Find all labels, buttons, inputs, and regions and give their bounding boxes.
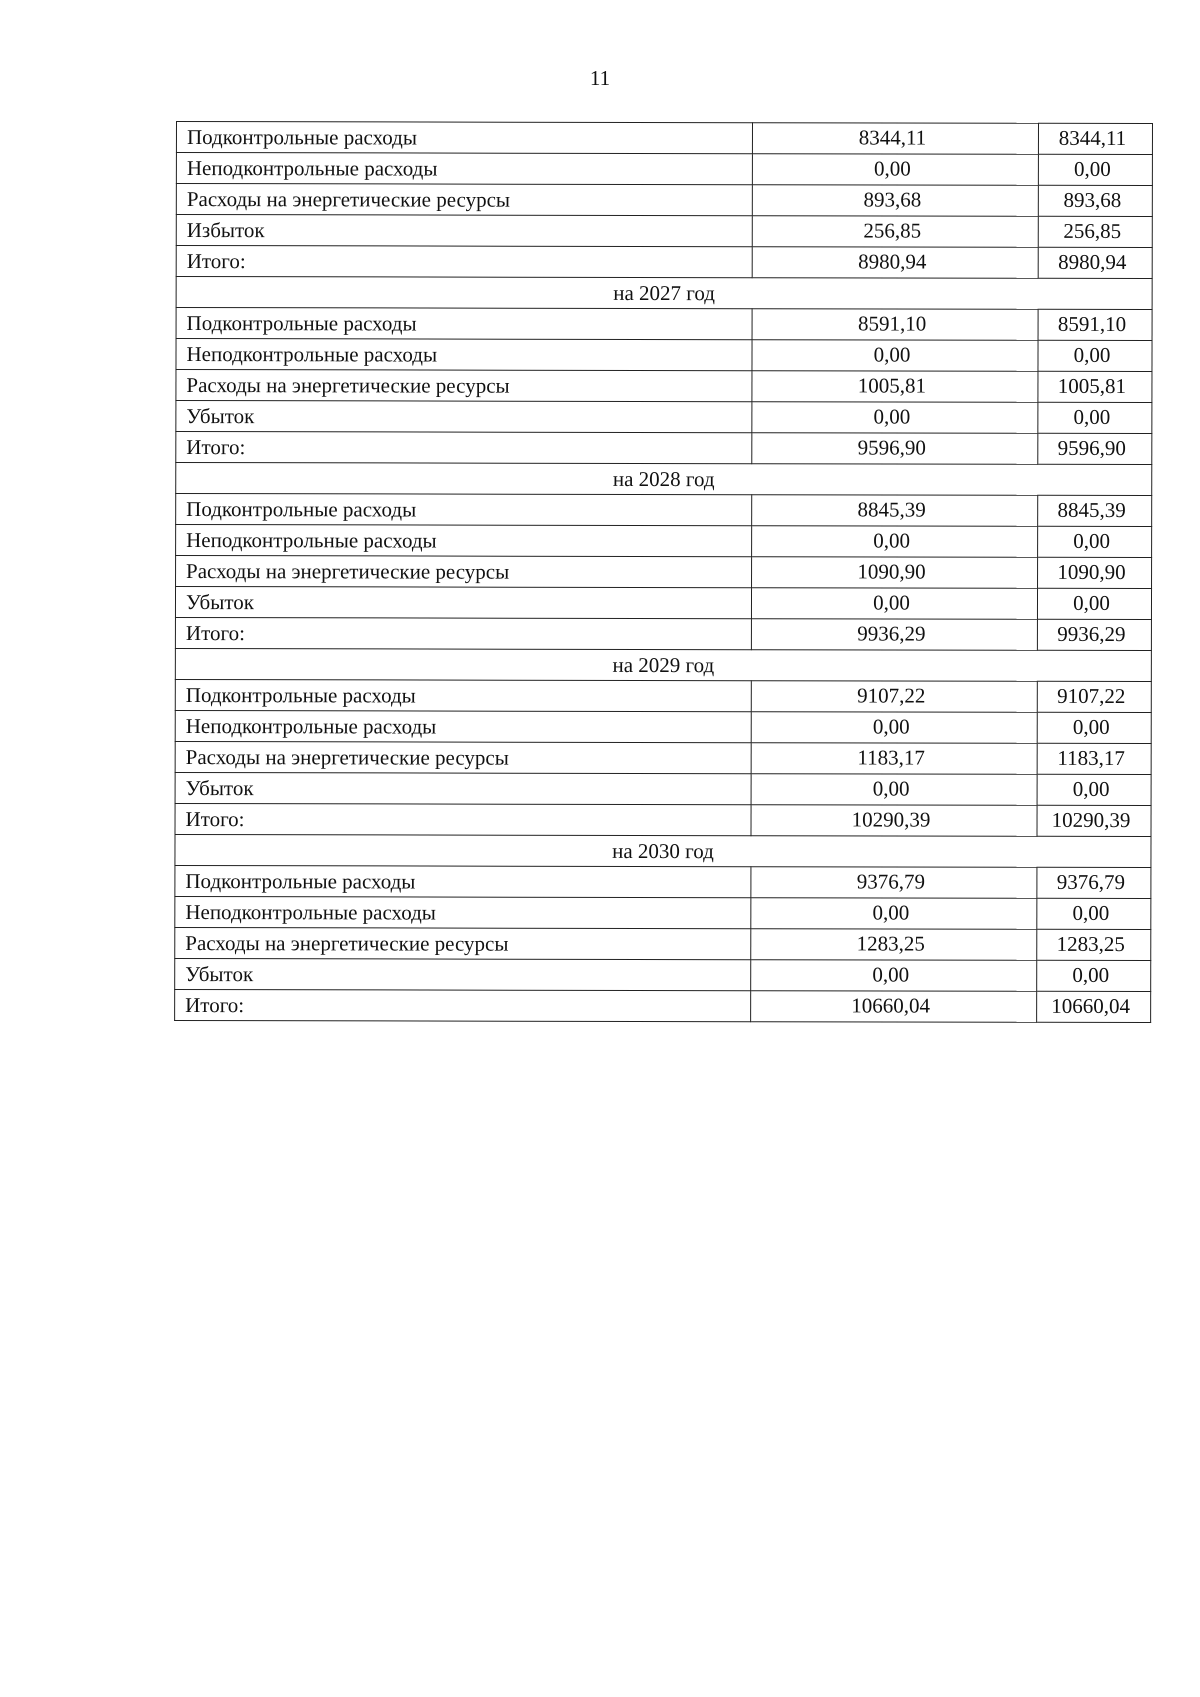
page-number: 11 bbox=[589, 66, 611, 90]
row-value-2: 0,00 bbox=[1037, 774, 1151, 805]
table-row bbox=[175, 587, 1151, 620]
row-value-1: 0,00 bbox=[751, 588, 1037, 620]
row-value-1: 0,00 bbox=[751, 960, 1037, 992]
row-value-2: 1183,17 bbox=[1037, 743, 1151, 774]
row-value-2: 0,00 bbox=[1037, 588, 1151, 619]
row-label: Неподконтрольные расходы bbox=[175, 710, 751, 742]
table-row bbox=[175, 710, 1151, 743]
row-value-2: 9107,22 bbox=[1037, 681, 1151, 712]
table-row bbox=[176, 494, 1152, 527]
table-row bbox=[175, 803, 1151, 836]
table-row bbox=[176, 246, 1152, 279]
row-label: Неподконтрольные расходы bbox=[175, 896, 751, 928]
row-value-2: 8344,11 bbox=[1038, 123, 1152, 154]
expenses-table-container bbox=[174, 121, 1152, 1023]
table-row bbox=[175, 772, 1151, 805]
row-value-1: 0,00 bbox=[751, 898, 1037, 930]
row-value-2: 0,00 bbox=[1038, 340, 1152, 371]
row-label: Расходы на энергетические ресурсы bbox=[175, 741, 751, 773]
row-label: Подконтрольные расходы bbox=[175, 865, 751, 897]
row-value-1: 256,85 bbox=[752, 216, 1038, 248]
row-value-1: 8980,94 bbox=[752, 247, 1038, 279]
row-value-1: 1090,90 bbox=[752, 557, 1038, 589]
row-label: Неподконтрольные расходы bbox=[176, 339, 752, 371]
row-value-2: 9936,29 bbox=[1037, 619, 1151, 650]
row-value-2: 8980,94 bbox=[1038, 247, 1152, 278]
row-label: Расходы на энергетические ресурсы bbox=[176, 184, 752, 216]
row-value-1: 10660,04 bbox=[751, 991, 1037, 1023]
row-label: Неподконтрольные расходы bbox=[176, 153, 752, 185]
row-value-1: 1183,17 bbox=[751, 743, 1037, 775]
table-row bbox=[176, 432, 1152, 465]
row-label: Подконтрольные расходы bbox=[176, 308, 752, 340]
row-value-2: 256,85 bbox=[1038, 216, 1152, 247]
table-row bbox=[175, 958, 1151, 991]
row-value-1: 9107,22 bbox=[751, 681, 1037, 713]
table-row bbox=[176, 525, 1152, 558]
table-row bbox=[176, 370, 1152, 403]
row-value-2: 0,00 bbox=[1037, 898, 1151, 929]
row-label: Итого: bbox=[175, 989, 751, 1021]
row-value-2: 0,00 bbox=[1038, 402, 1152, 433]
table-row bbox=[176, 556, 1152, 589]
row-label: Убыток bbox=[175, 587, 751, 619]
table-row bbox=[176, 308, 1152, 341]
year-section-heading: на 2027 год bbox=[176, 277, 1152, 310]
row-value-1: 10290,39 bbox=[751, 805, 1037, 837]
row-label: Убыток bbox=[175, 772, 751, 804]
row-label: Подконтрольные расходы bbox=[176, 494, 752, 526]
table-row bbox=[176, 122, 1152, 155]
row-value-1: 8845,39 bbox=[752, 495, 1038, 527]
row-value-1: 0,00 bbox=[752, 154, 1038, 186]
row-value-1: 8591,10 bbox=[752, 309, 1038, 341]
row-value-1: 0,00 bbox=[752, 340, 1038, 372]
row-label: Итого: bbox=[176, 246, 752, 278]
row-label: Неподконтрольные расходы bbox=[176, 525, 752, 557]
row-value-2: 1005,81 bbox=[1038, 371, 1152, 402]
row-value-1: 0,00 bbox=[752, 402, 1038, 434]
row-label: Расходы на энергетические ресурсы bbox=[175, 927, 751, 959]
row-value-1: 0,00 bbox=[751, 774, 1037, 806]
row-label: Итого: bbox=[175, 803, 751, 835]
table-row bbox=[176, 153, 1152, 186]
row-value-1: 8344,11 bbox=[752, 123, 1038, 155]
table-row bbox=[176, 215, 1152, 248]
year-section-row bbox=[176, 463, 1152, 496]
row-value-1: 9376,79 bbox=[751, 867, 1037, 899]
row-label: Убыток bbox=[176, 401, 752, 433]
table-row bbox=[175, 679, 1151, 712]
row-value-1: 1283,25 bbox=[751, 929, 1037, 961]
table-row bbox=[175, 927, 1151, 960]
row-value-2: 0,00 bbox=[1037, 960, 1151, 991]
year-section-row bbox=[176, 277, 1152, 310]
row-value-1: 9936,29 bbox=[751, 619, 1037, 651]
row-label: Итого: bbox=[175, 617, 751, 649]
year-section-heading: на 2029 год bbox=[175, 648, 1151, 681]
table-row bbox=[175, 896, 1151, 929]
row-label: Подконтрольные расходы bbox=[175, 679, 751, 711]
row-value-2: 1090,90 bbox=[1038, 557, 1152, 588]
row-value-2: 0,00 bbox=[1038, 154, 1152, 185]
row-value-2: 8591,10 bbox=[1038, 309, 1152, 340]
row-value-1: 893,68 bbox=[752, 185, 1038, 217]
row-label: Подконтрольные расходы bbox=[176, 122, 752, 154]
row-label: Расходы на энергетические ресурсы bbox=[176, 370, 752, 402]
table-row bbox=[175, 617, 1151, 650]
row-label: Расходы на энергетические ресурсы bbox=[176, 556, 752, 588]
year-section-heading: на 2028 год bbox=[176, 463, 1152, 496]
row-value-2: 0,00 bbox=[1038, 526, 1152, 557]
row-value-2: 893,68 bbox=[1038, 185, 1152, 216]
row-value-2: 9376,79 bbox=[1037, 867, 1151, 898]
year-section-heading: на 2030 год bbox=[175, 834, 1151, 867]
row-label: Избыток bbox=[176, 215, 752, 247]
table-row bbox=[175, 865, 1151, 898]
row-value-2: 10290,39 bbox=[1037, 805, 1151, 836]
row-label: Итого: bbox=[176, 432, 752, 464]
row-value-2: 0,00 bbox=[1037, 712, 1151, 743]
expenses-table-body bbox=[175, 122, 1153, 1023]
row-value-2: 9596,90 bbox=[1038, 433, 1152, 464]
row-value-1: 9596,90 bbox=[752, 433, 1038, 465]
table-row bbox=[175, 741, 1151, 774]
expenses-table bbox=[174, 121, 1153, 1023]
row-value-1: 0,00 bbox=[751, 712, 1037, 744]
row-value-2: 8845,39 bbox=[1038, 495, 1152, 526]
table-row bbox=[176, 184, 1152, 217]
row-value-1: 1005,81 bbox=[752, 371, 1038, 403]
row-value-2: 1283,25 bbox=[1037, 929, 1151, 960]
table-row bbox=[175, 989, 1151, 1022]
year-section-row bbox=[175, 648, 1151, 681]
table-row bbox=[176, 339, 1152, 372]
row-label: Убыток bbox=[175, 958, 751, 990]
row-value-2: 10660,04 bbox=[1037, 991, 1151, 1022]
year-section-row bbox=[175, 834, 1151, 867]
table-row bbox=[176, 401, 1152, 434]
row-value-1: 0,00 bbox=[752, 526, 1038, 558]
